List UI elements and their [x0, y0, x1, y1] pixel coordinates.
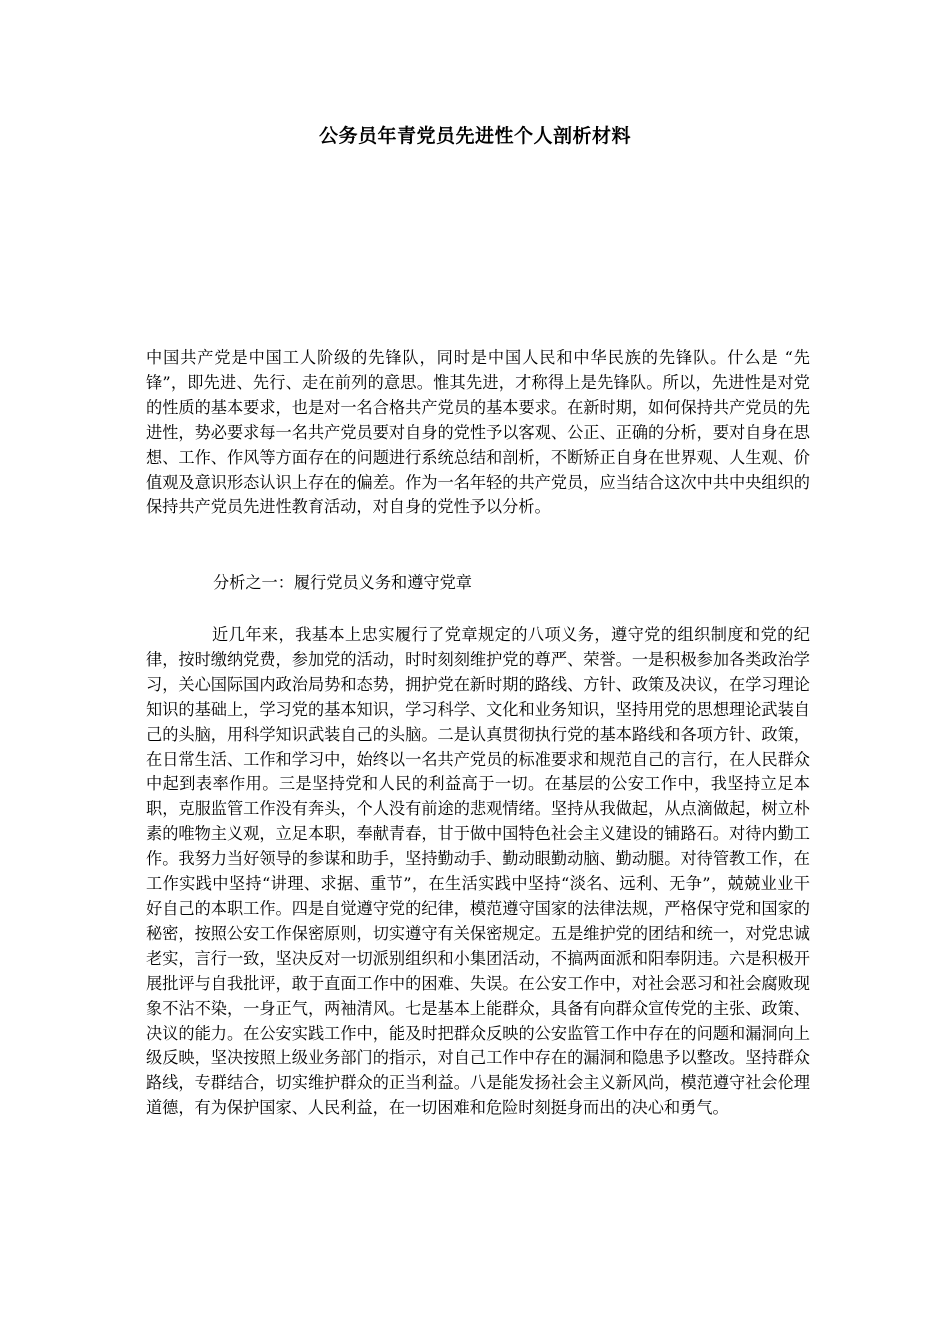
section-heading: 分析之一：履行党员义务和遵守党章: [213, 573, 472, 592]
body-paragraph: 近几年来，我基本上忠实履行了党章规定的八项义务，遵守党的组织制度和党的纪律，按时缴纳党费，参加党的活动，时时刻刻维护党的尊严、荣誉。一是积极参加各类政治学习，关心国际国内政治局势和态势，拥护党在新时期的路线、方针、政策及决议，在学习理论知识的基础上，学习党的基本知识，学习科学、文化和业务知识，坚持用党的思想理论武装自己的头脑，用科学知识武装自己的头脑。二是认真贯彻执行党的基本路线和各项方针、政策，在日常生活、工作和学习中，始终以一名共产党员的标准要求和规范自己的言行，在人民群众中起到表率作用。三是坚持党和人民的利益高于一切。在基层的公安工作中，我坚持立足本职，克服监管工作没有奔头，个人没有前途的悲观情绪。坚持从我做起，从点滴做起，树立朴素的唯物主义观，立足本职，奉献青春，甘于做中国特色社会主义建设的铺路石。对待内勤工作。我努力当好领导的参谋和助手，坚持勤动手、勤动眼勤动脑、勤动腿。对待管教工作，在工作实践中坚持“讲理、求据、重节”，在生活实践中坚持“淡名、远利、无争”，兢兢业业干好自己的本职工作。四是自觉遵守党的纪律，模范遵守国家的法律法规，严格保守党和国家的秘密，按照公安工作保密原则，切实遵守有关保密规定。五是维护党的团结和统一，对党忠诚老实，言行一致，坚决反对一切派别组织和小集团活动，不搞两面派和阳奉阴违。六是积极开展批评与自我批评，敢于直面工作中的困难、失误。在公安工作中，对社会恶习和社会腐败现象不沾不染，一身正气，两袖清风。七是基本上能群众，具备有向群众宣传党的主张、政策、决议的能力。在公安实践工作中，能及时把群众反映的公安监管工作中存在的问题和漏洞向上级反映，坚决按照上级业务部门的指示，对自己工作中存在的漏洞和隐患予以整改。坚持群众路线，专群结合，切实维护群众的正当利益。八是能发扬社会主义新风尚，模范遵守社会伦理道德，有为保护国家、人民利益，在一切困难和危险时刻挺身而出的决心和勇气。: [146, 625, 810, 1118]
intro-paragraph: 中国共产党是中国工人阶级的先锋队，同时是中国人民和中华民族的先锋队。什么是 “先锋”，即先进、先行、走在前列的意思。惟其先进，才称得上是先锋队。所以，先进性是对党的性质的基本要求，也是对一名合格共产党员的基本要求。在新时期，如何保持共产党员的先进性，势必要求每一名共产党员要对自身的党性予以客观、公正、正确的分析，要对自身在思想、工作、作风等方面存在的问题进行系统总结和剖析，不断矫正自身在世界观、人生观、价值观及意识形态认识上存在的偏差。作为一名年轻的共产党员，应当结合这次中共中央组织的保持共产党员先进性教育活动，对自身的党性予以分析。: [146, 348, 810, 517]
document-title: 公务员年青党员先进性个人剖析材料: [318, 125, 631, 147]
